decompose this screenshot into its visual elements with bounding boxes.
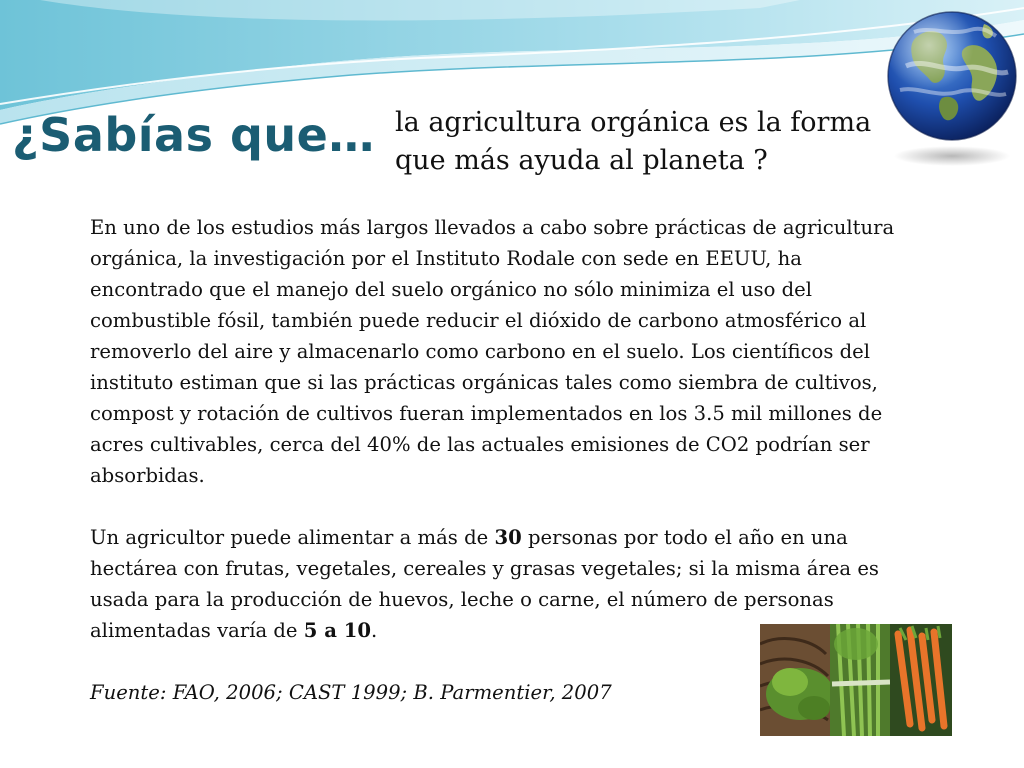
vegetables-photo — [760, 624, 952, 736]
highlight-30-people: 30 — [494, 526, 522, 549]
paragraph-2-text-1: Un agricultor puede alimentar a más de — [90, 526, 495, 549]
slide-subtitle — [395, 104, 895, 180]
subtitle-line-2: que más ayuda al planeta ? — [395, 145, 768, 176]
paragraph-rodale-study: En uno de los estudios más largos llevados a cabo sobre prácticas de agricultura orgánica, la investigación por el Instituto Rodale con sede en EEUU, ha encontrado que el manejo del suelo orgánico no sólo minimiza el uso del combustible fósil, también puede reducir el dióxido de carbono atmosférico al removerlo del aire y almacenarlo como carbono en el suelo. Los científicos del instituto estiman que si las prácticas orgánicas tales como siembra de cultivos, compost y rotación de cultivos fueran implementados en los 3.5 mil millones de acres cultivables, cerca del 40% de las actuales emisiones de CO2 podrían ser absorbidas. — [90, 216, 895, 487]
source-citation: Fuente: FAO, 2006; CAST 1999; B. Parmentier, 2007 — [90, 681, 612, 704]
highlight-5-to-10: 5 a 10 — [303, 619, 371, 642]
earth-globe-image — [884, 6, 1020, 172]
subtitle-line-1: la agricultura orgánica es la forma — [395, 107, 872, 138]
slide-title: ¿Sabías que… — [12, 108, 375, 162]
paragraph-2-text-2: personas por todo el año en una hectárea con frutas, vegetales, cereales y grasas vegetales; si la misma área es usada para la producción de huevos, leche o carne, el número de personas alimentadas varía de — [90, 526, 879, 642]
paragraph-2-text-3: . — [370, 619, 378, 642]
